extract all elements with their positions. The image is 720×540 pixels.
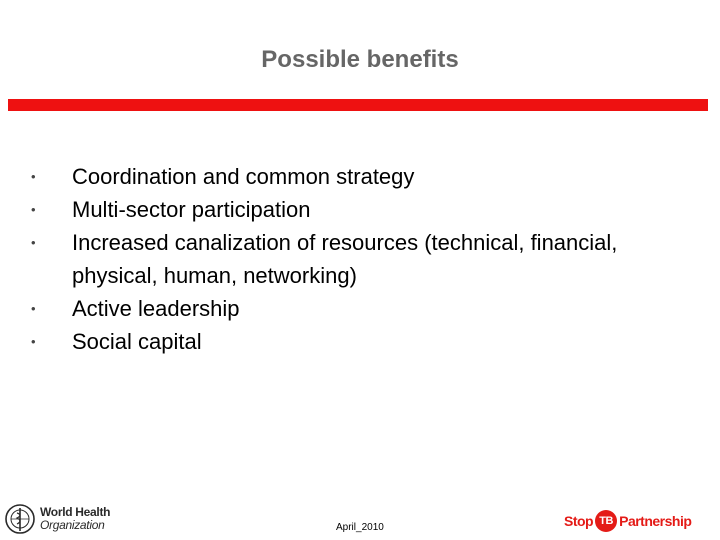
bullet-text: Multi-sector participation <box>72 197 311 222</box>
bullet-list <box>0 160 720 358</box>
stoptb-right-text: Partnership <box>619 513 692 529</box>
footer-date: April_2010 <box>336 522 384 533</box>
bullet-dot-icon: • <box>31 202 36 217</box>
bullet-item <box>0 226 632 292</box>
who-line2: Organization <box>40 518 105 532</box>
who-logo <box>4 503 110 535</box>
who-wordmark <box>40 506 110 532</box>
who-line1: World Health <box>40 505 111 519</box>
stoptb-left-text: Stop <box>564 513 594 529</box>
bullet-item <box>0 325 632 358</box>
stop-tb-partnership-logo <box>564 510 691 532</box>
bullet-item <box>0 292 632 325</box>
bullet-item <box>0 193 632 226</box>
title-divider-bar <box>8 99 708 111</box>
slide-title: Possible benefits <box>261 46 459 73</box>
bullet-dot-icon: • <box>31 235 36 250</box>
bullet-dot-icon: • <box>31 334 36 349</box>
bullet-text: Increased canalization of resources (technical, financial, physical, human, networking) <box>72 230 618 288</box>
bullet-text: Active leadership <box>72 296 240 321</box>
bullet-text: Social capital <box>72 329 202 354</box>
bullet-dot-icon: • <box>31 301 36 316</box>
who-emblem-icon <box>4 503 36 535</box>
bullet-text: Coordination and common strategy <box>72 164 415 189</box>
bullet-dot-icon: • <box>31 169 36 184</box>
tb-circle-icon: TB <box>595 510 617 532</box>
bullet-item <box>0 160 632 193</box>
